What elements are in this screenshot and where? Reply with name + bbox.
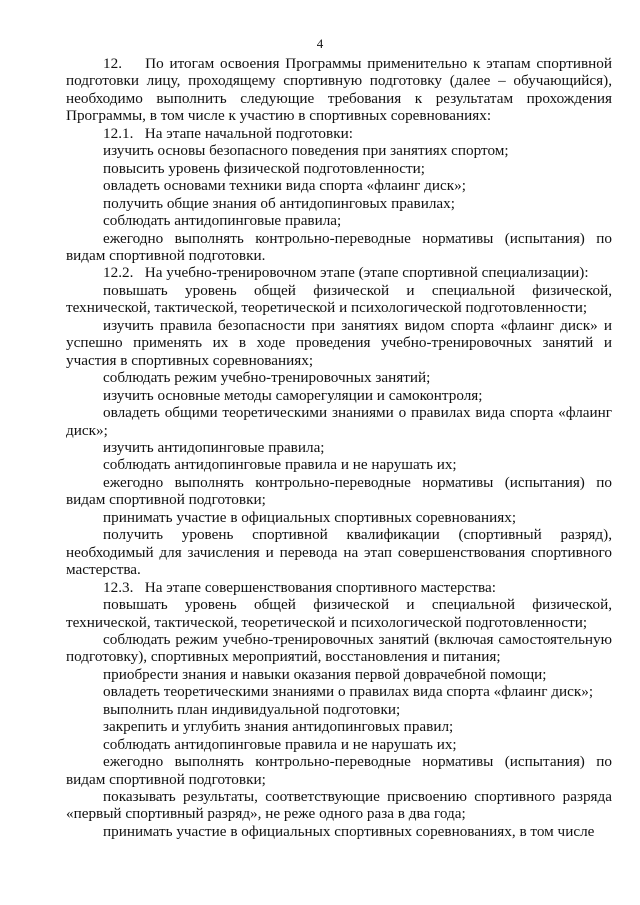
list-item: принимать участие в официальных спортивных соревнованиях; <box>103 508 517 526</box>
list-item: овладеть теоретическими знаниями о правилах вида спорта «флаинг диск»; <box>103 683 594 701</box>
paragraph-12-intro: 12. По итогам освоения Программы применительно к этапам спортивной подготовки лицу, проходящему спортивную подготовку (далее – обучающийся), необходимо выполнить следующие требования к результатам прохождения Программы, в том числе к участию в спортивных соревнованиях: <box>66 55 612 125</box>
list-item: выполнить план индивидуальной подготовки; <box>103 700 401 718</box>
list-item: соблюдать антидопинговые правила и не нарушать их; <box>103 456 457 474</box>
list-item: получить уровень спортивной квалификации (спортивный разряд), необходимый для зачисления и перевода на этап совершенствования спортивного мастерства. <box>66 526 612 579</box>
heading-12-1: 12.1. На этапе начальной подготовки: <box>103 124 353 142</box>
list-item: приобрести знания и навыки оказания первой доврачебной помощи; <box>103 665 547 683</box>
list-item: соблюдать режим учебно-тренировочных занятий (включая самостоятельную подготовку), спортивных мероприятий, восстановления и питания; <box>66 630 612 666</box>
list-item: ежегодно выполнять контрольно-переводные нормативы (испытания) по видам спортивной подготовки. <box>66 229 612 264</box>
heading-12-3: 12.3. На этапе совершенствования спортивного мастерства: <box>103 578 496 596</box>
list-item: ежегодно выполнять контрольно-переводные нормативы (испытания) по видам спортивной подготовки; <box>66 753 612 788</box>
list-item: изучить правила безопасности при занятиях видом спорта «флаинг диск» и успешно применять их в ходе проведения учебно-тренировочных занятий и участия в спортивных соревнованиях; <box>66 316 612 369</box>
list-item: овладеть общими теоретическими знаниями о правилах вида спорта «флаинг диск»; <box>66 404 612 439</box>
list-item: получить общие знания об антидопинговых правилах; <box>103 194 455 212</box>
list-item: повысить уровень физической подготовленности; <box>103 159 426 177</box>
list-item: ежегодно выполнять контрольно-переводные нормативы (испытания) по видам спортивной подготовки; <box>66 473 612 509</box>
document-body <box>66 55 612 840</box>
list-item: закрепить и углубить знания антидопинговых правил; <box>103 718 454 736</box>
list-item: изучить основные методы саморегуляции и самоконтроля; <box>103 386 483 404</box>
list-item: изучить основы безопасного поведения при занятиях спортом; <box>103 142 509 160</box>
list-item: изучить антидопинговые правила; <box>103 438 325 456</box>
list-item: соблюдать антидопинговые правила; <box>103 212 342 230</box>
list-item: соблюдать антидопинговые правила и не нарушать их; <box>103 735 457 753</box>
list-item: показывать результаты, соответствующие присвоению спортивного разряда «первый спортивный разряд», не реже одного раза в два года; <box>66 788 612 823</box>
list-item: повышать уровень общей физической и специальной физической, технической, тактической, теоретической и психологической подготовленности; <box>66 281 612 317</box>
list-item: овладеть основами техники вида спорта «флаинг диск»; <box>103 177 466 195</box>
list-item: повышать уровень общей физической и специальной физической, технической, тактической, теоретической и психологической подготовленности; <box>66 596 612 631</box>
heading-12-2: 12.2. На учебно-тренировочном этапе (этапе спортивной специализации): <box>103 264 589 282</box>
list-item: принимать участие в официальных спортивных соревнованиях, в том числе <box>103 822 595 840</box>
page-number: 4 <box>316 36 324 51</box>
list-item: соблюдать режим учебно-тренировочных занятий; <box>103 369 431 387</box>
